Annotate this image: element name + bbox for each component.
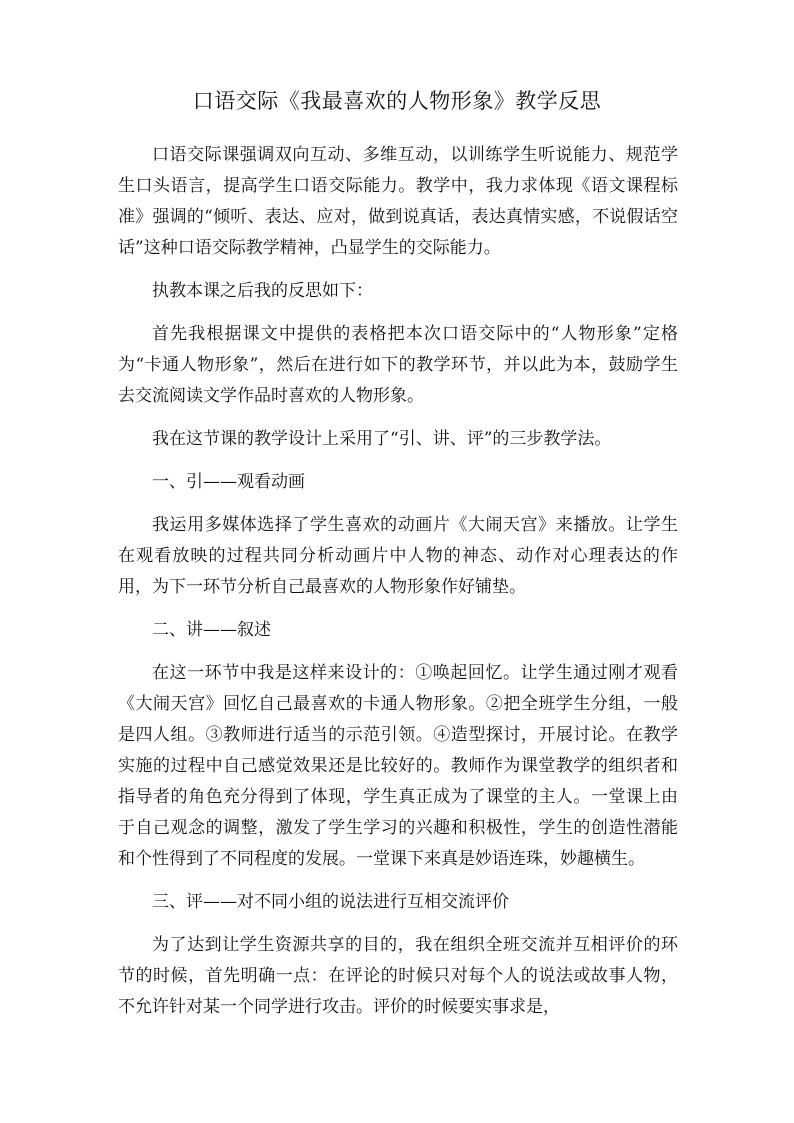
paragraph-section-1: 我运用多媒体选择了学生喜欢的动画片《大闹天宫》来播放。让学生在观看放映的过程共同分析动画片中人物的神态、动作对心理表达的作用，为下一环节分析自己最喜欢的人物形象作好铺垫。 <box>118 515 678 597</box>
section-heading-3: 三、评——对不同小组的说法进行互相交流评价 <box>152 892 509 912</box>
paragraph-method: 我在这节课的教学设计上采用了“引、讲、评”的三步教学法。 <box>152 429 612 449</box>
paragraph-section-2: 在这一环节中我是这样来设计的：①唤起回忆。让学生通过刚才观看《大闹天宫》回忆自己最喜欢的卡通人物形象。②把全班学生分组，一般是四人组。③教师进行适当的示范引领。④造型探讨，开展讨论。在教学实施的过程中自己感觉效果还是比较好的。教师作为课堂教学的组织者和指导者的角色充分得到了体现，学生真正成为了课堂的主人。一堂课上由于自己观念的调整，激发了学生学习的兴趣和积极性，学生的创造性潜能和个性得到了不同程度的发展。一堂课下来真是妙语连珠，妙趣横生。 <box>118 663 678 869</box>
section-heading-2: 二、讲——叙述 <box>152 620 271 640</box>
paragraph-reflection-lead: 执教本课之后我的反思如下： <box>152 281 373 301</box>
paragraph-intro: 口语交际课强调双向互动、多维互动，以训练学生听说能力、规范学生口头语言，提高学生口语交际能力。教学中，我力求体现《语文课程标准》强调的“倾听、表达、应对，做到说真话，表达真情实感，不说假话空话”这种口语交际教学精神，凸显学生的交际能力。 <box>118 145 678 258</box>
paragraph-section-3: 为了达到让学生资源共享的目的，我在组织全班交流并互相评价的环节的时候，首先明确一点：在评论的时候只对每个人的说法或故事人物，不允许针对某一个同学进行攻击。评价的时候要实事求是， <box>118 935 678 1017</box>
section-heading-1: 一、引——观看动画 <box>152 472 305 492</box>
document-title: 口语交际《我最喜欢的人物形象》教学反思 <box>192 89 602 113</box>
paragraph-first: 首先我根据课文中提供的表格把本次口语交际中的“人物形象”定格为“卡通人物形象”，然后在进行如下的教学环节，并以此为本，鼓励学生去交流阅读文学作品时喜欢的人物形象。 <box>118 324 678 406</box>
document-body <box>118 140 678 1035</box>
